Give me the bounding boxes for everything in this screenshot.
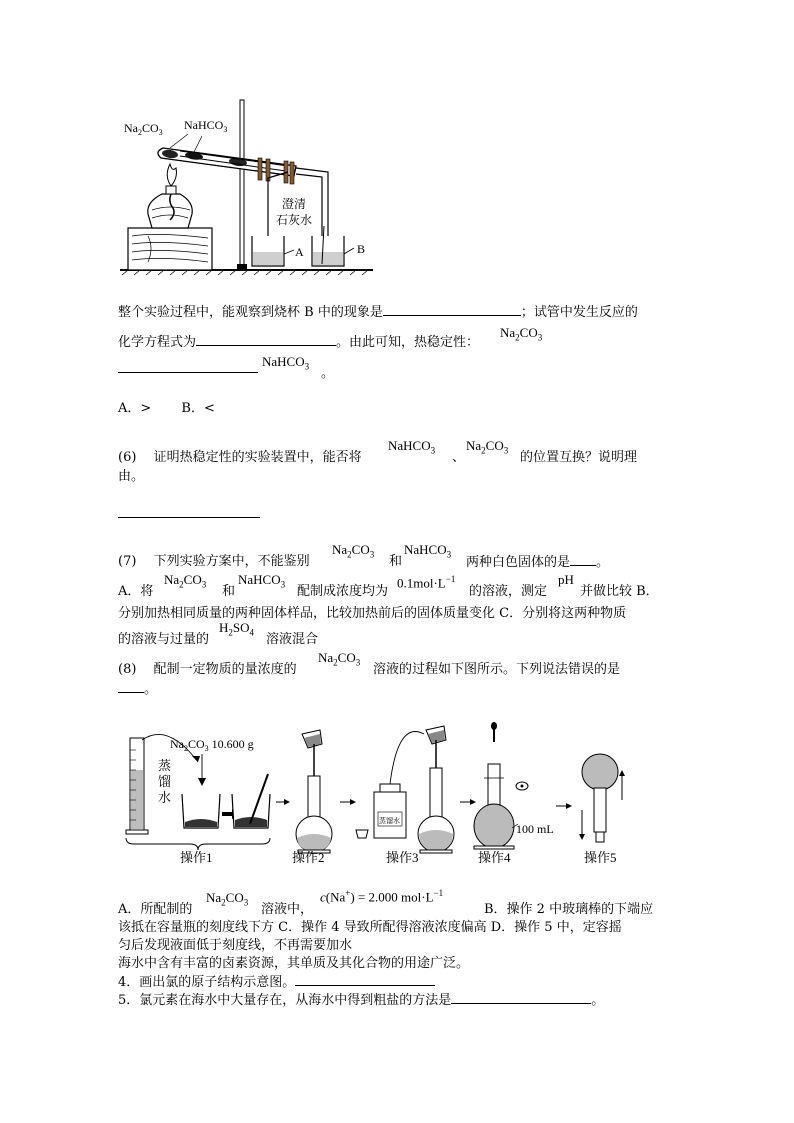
q7-text-b: 两种白色固体的是 。 [466, 555, 610, 570]
label-limewater-1: 澄清 [282, 197, 307, 211]
solution-preparation-figure [118, 720, 638, 868]
q8-line1: (8) 配制一定物质的量浓度的 [118, 662, 297, 677]
q8-line2: 该抵在容量瓶的刻度线下方 C．操作 4 导致所配得溶液浓度偏高 D．操作 5 中，定容摇 [118, 920, 622, 935]
q8-conc-expr: c(Na+) = 2.000 $mol\cdot L^{-1}$ [320, 888, 444, 905]
q7-optA-and: 和 [222, 584, 236, 599]
q7-optC-a: 的溶液与过量的 [118, 632, 210, 647]
tail-line2: 4．画出氯的原子结构示意图。 [118, 973, 435, 992]
answer-blank-q7[interactable] [570, 553, 596, 566]
q5-line2: 化学方程式为 。由此可知，热稳定性： [118, 335, 480, 350]
q7-optA-d: 并做比较 B． [580, 584, 659, 599]
q6-line1: (6) 证明热稳定性的实验装置中，能否将 [118, 450, 362, 465]
q7-optA-formula2: NaHCO$_3$ [238, 572, 286, 590]
q7-optA-b: 配制成浓度均为 [297, 584, 389, 599]
q7-line1: (7) 下列实验方案中，不能鉴别 [118, 554, 310, 569]
q7-optC-b: 溶液混合 [266, 632, 319, 647]
fig-op3: 操作3 [386, 850, 419, 865]
heating-apparatus-figure [118, 96, 378, 276]
q7-formula-na2co3: $Na_2CO_3$ [332, 542, 375, 560]
q6-text-c: 由。 [118, 469, 145, 484]
q5-line1: 整个实验过程中，能观察到烧杯 B 中的现象是 ；试管中发生反应的 [118, 305, 638, 320]
q8-line2: 。 [118, 680, 157, 699]
q6-formula-na2co3: $Na_2CO_3$ [466, 438, 509, 456]
fig-mass-label: $Na_2CO_3$ 10.600 g [170, 737, 254, 753]
fig-water-1: 蒸 [158, 758, 172, 773]
q8-line3: 匀后发现液面低于刻度线，不再需要加水 [118, 938, 353, 953]
label-nahco3: NaHCO$_3$ [184, 118, 228, 134]
label-na2co3: $Na_2CO_3$ [124, 121, 163, 137]
q6-sep: 、 [452, 450, 466, 465]
label-beaker-b: B [357, 242, 366, 256]
q7-optA-a: A．将 [118, 584, 154, 599]
q6-formula-nahco3: NaHCO$_3$ [388, 438, 436, 456]
fig-water-2: 馏 [158, 774, 172, 789]
q5-end: 。 [321, 366, 335, 381]
fig-op1: 操作1 [180, 850, 213, 865]
fig-op4: 操作4 [478, 850, 511, 865]
q7-h2so4: $H_2SO_4$ [219, 620, 255, 638]
fig-bottle-label: 蒸馏水 [379, 817, 400, 825]
q8-text-b: 溶液的过程如下图所示。下列说法错误的是 [373, 662, 621, 677]
q7-ph: pH [558, 572, 574, 587]
q8-optB-a: B．操作 2 中玻璃棒的下端应 [484, 902, 654, 917]
q7-and: 和 [389, 554, 403, 569]
label-beaker-a: A [295, 245, 304, 259]
q7-formula-nahco3: NaHCO$_3$ [404, 542, 452, 560]
answer-blank-beaker-b[interactable] [383, 303, 521, 316]
fig-op5: 操作5 [584, 850, 617, 865]
answer-blank-crude-salt[interactable] [451, 991, 591, 1004]
q8-formula: $Na_2CO_3$ [318, 650, 361, 668]
q7-optB: 分别加热相同质量的两种固体样品，比较加热前后的固体质量变化 C．分别将这两种物质 [118, 606, 627, 621]
tail-line1: 海水中含有丰富的卤素资源，其单质及其化合物的用途广泛。 [118, 956, 470, 971]
q8-optA-a: A．所配制的 [118, 902, 193, 917]
label-limewater-2: 石灰水 [276, 213, 313, 227]
q8-optA-formula: $Na_2CO_3$ [206, 890, 249, 908]
tail-line3: 5．氯元素在海水中大量存在，从海水中得到粗盐的方法是 。 [118, 993, 605, 1008]
answer-blank-q6[interactable] [118, 517, 260, 518]
q7-optA-c: 的溶液，测定 [469, 584, 548, 599]
q7-optA-formula1: $Na_2CO_3$ [164, 572, 207, 590]
fig-water-3: 水 [158, 790, 172, 805]
q5-formula-nahco3: NaHCO$_3$ [262, 354, 310, 372]
answer-blank-q8[interactable] [118, 680, 144, 693]
q5-line3 [118, 360, 258, 379]
answer-blank-chlorine-structure[interactable] [295, 973, 435, 986]
q6-text-b: 的位置互换？说明理 [520, 450, 638, 465]
q5-options: A．> B．< [118, 401, 215, 416]
answer-blank-equation[interactable] [196, 333, 336, 346]
q7-conc: $0.1mol\cdot L^{-1}$ [397, 574, 456, 591]
fig-op2: 操作2 [292, 850, 325, 865]
answer-blank-stability[interactable] [118, 360, 258, 373]
q8-optA-b: 溶液中， [261, 902, 314, 917]
fig-volume-label: 100 mL [516, 822, 554, 836]
q5-formula-na2co3: $Na_2CO_3$ [500, 325, 543, 343]
